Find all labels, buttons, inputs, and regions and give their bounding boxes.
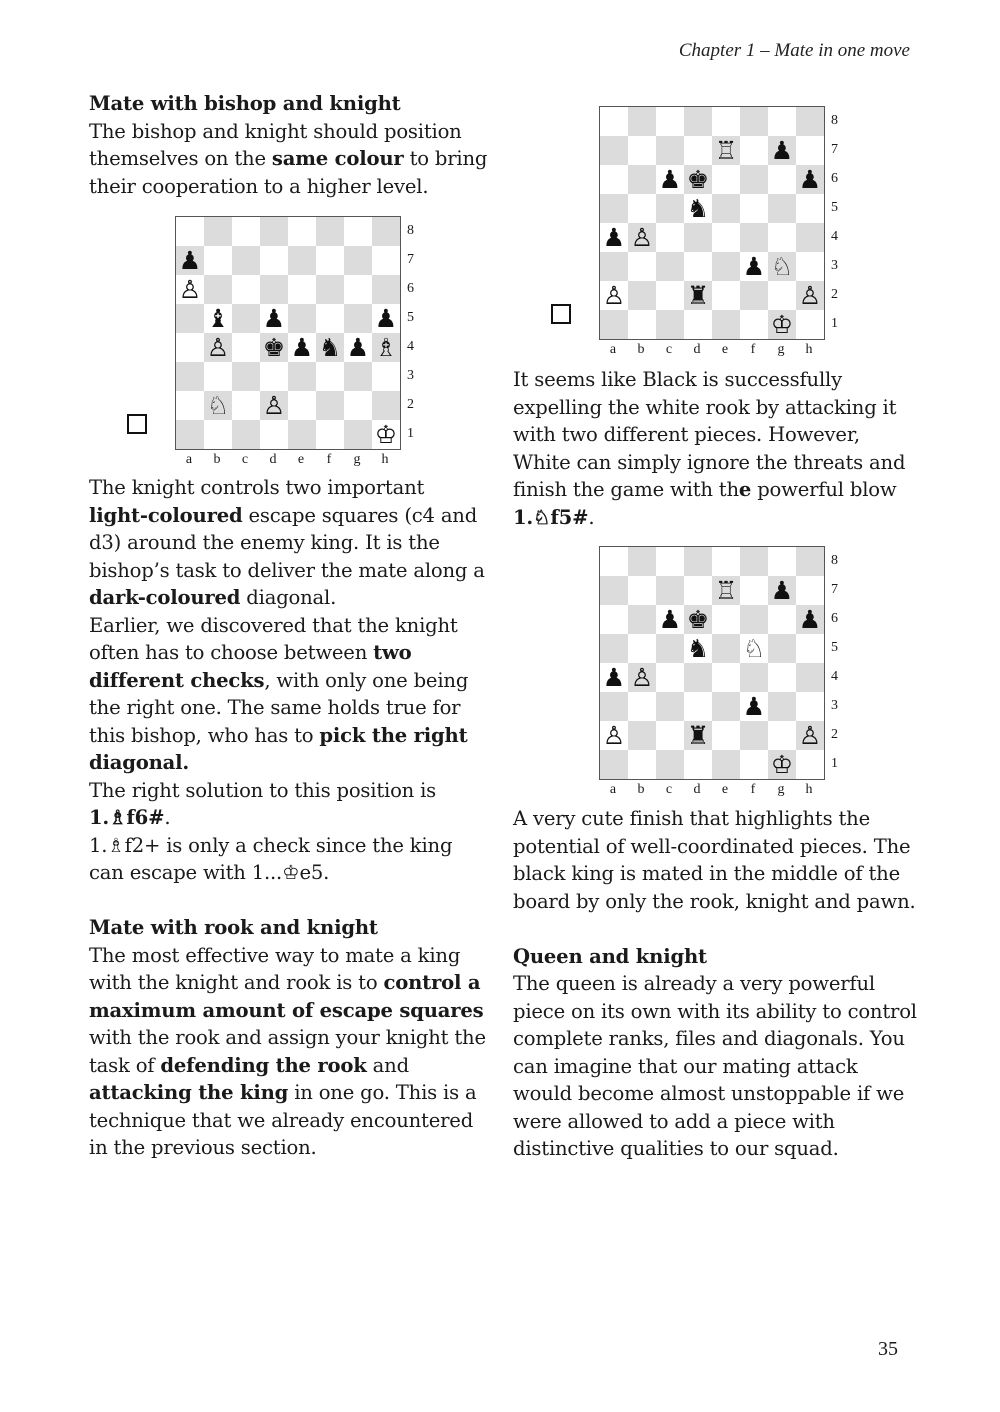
square-g5: [768, 634, 796, 663]
file-label: d: [693, 782, 701, 797]
square-a1: [600, 310, 628, 339]
square-d3: [260, 362, 288, 391]
square-h5: [796, 634, 824, 663]
square-e3: [712, 252, 740, 281]
square-b2: [628, 281, 656, 310]
rank-labels: [407, 216, 423, 448]
paragraph-queen-knight: The queen is already a very powerful piece on its own with its ability to control complete ranks, files and diagonals. You can imagine that our mating attack would become almost unstoppable if we were allowed to add a piece with distinctive qualities to our squad.: [513, 972, 917, 1160]
square-b3: [628, 252, 656, 281]
file-label: e: [721, 342, 729, 357]
square-f7: [316, 246, 344, 275]
square-f7: [740, 576, 768, 605]
square-f3: [316, 362, 344, 391]
rank-labels: [831, 546, 847, 778]
square-e6: [712, 605, 740, 634]
square-b2: ♘: [204, 391, 232, 420]
square-d2: ♜: [684, 721, 712, 750]
square-a6: ♙: [176, 275, 204, 304]
square-c4: [656, 223, 684, 252]
square-e2: [712, 721, 740, 750]
square-h1: [796, 310, 824, 339]
square-a2: ♙: [600, 721, 628, 750]
square-b8: [628, 547, 656, 576]
square-h2: [372, 391, 400, 420]
square-c7: [656, 136, 684, 165]
square-b1: [628, 750, 656, 779]
square-d7: [684, 136, 712, 165]
square-f6: [740, 165, 768, 194]
square-b7: [204, 246, 232, 275]
square-g1: ♔: [768, 310, 796, 339]
square-h8: [796, 107, 824, 136]
square-f2: [316, 391, 344, 420]
square-e5: [712, 194, 740, 223]
rank-label: 7: [831, 582, 838, 597]
square-c8: [656, 107, 684, 136]
file-label: a: [609, 342, 617, 357]
paragraph-bishop-intro: The bishop and knight should position themselves on the same colour to bring their cooperation to a higher level.: [89, 119, 488, 198]
rank-label: 4: [407, 339, 414, 354]
square-b7: [628, 576, 656, 605]
heading-bishop-knight: Mate with bishop and knight: [89, 92, 401, 115]
square-e3: [712, 692, 740, 721]
file-labels: [175, 452, 399, 468]
square-b6: [628, 165, 656, 194]
rank-label: 5: [831, 200, 838, 215]
paragraph-solution: The right solution to this position is 1.♗f6#.: [89, 778, 437, 829]
square-f8: [740, 547, 768, 576]
square-g3: [344, 362, 372, 391]
square-a1: [600, 750, 628, 779]
square-e4: ♟: [288, 333, 316, 362]
square-g8: [768, 107, 796, 136]
square-f7: [740, 136, 768, 165]
square-h7: [796, 136, 824, 165]
square-d6: ♚: [684, 605, 712, 634]
square-h6: ♟: [796, 165, 824, 194]
square-g1: ♔: [768, 750, 796, 779]
square-a8: [600, 107, 628, 136]
square-b5: ♝: [204, 304, 232, 333]
square-h4: [796, 223, 824, 252]
square-f4: ♞: [316, 333, 344, 362]
square-g4: [768, 223, 796, 252]
heading-queen-knight: Queen and knight: [513, 944, 707, 968]
square-b8: [628, 107, 656, 136]
square-h8: [796, 547, 824, 576]
square-c6: [232, 275, 260, 304]
rank-label: 7: [831, 142, 838, 157]
square-f6: [316, 275, 344, 304]
square-e7: [288, 246, 316, 275]
square-c8: [656, 547, 684, 576]
square-h3: [372, 362, 400, 391]
file-labels: [599, 782, 823, 798]
file-label: h: [381, 452, 389, 467]
square-d6: [260, 275, 288, 304]
square-c6: ♟: [656, 605, 684, 634]
square-c5: [656, 194, 684, 223]
square-c8: [232, 217, 260, 246]
rank-label: 3: [407, 368, 414, 383]
square-g5: [344, 304, 372, 333]
square-d8: [684, 107, 712, 136]
square-a8: [176, 217, 204, 246]
square-e1: [712, 750, 740, 779]
square-a5: [176, 304, 204, 333]
chessboard: [599, 106, 825, 340]
square-a4: [176, 333, 204, 362]
square-h1: ♔: [372, 420, 400, 449]
rank-label: 1: [831, 756, 838, 771]
square-f4: [740, 663, 768, 692]
paragraph-rook-knight: The most effective way to mate a king with the knight and rook is to control a maximum amount of escape squares with the rook and assign your knight the task of defending the rook and attacking the king in one go. This is a technique that we already encountered in the previous section.: [89, 943, 486, 1159]
rank-label: 2: [831, 727, 838, 742]
paragraph-two-checks: Earlier, we discovered that the knight often has to choose between two different checks, with only one being the right one. The same holds true for this bishop, who has to pick the right diagonal.: [89, 613, 469, 774]
square-a7: [600, 136, 628, 165]
square-c2: [656, 721, 684, 750]
square-e6: [712, 165, 740, 194]
square-a2: ♙: [600, 281, 628, 310]
square-a7: ♟: [176, 246, 204, 275]
square-c7: [232, 246, 260, 275]
square-a1: [176, 420, 204, 449]
square-g2: [768, 281, 796, 310]
rank-label: 5: [831, 640, 838, 655]
square-d5: ♞: [684, 194, 712, 223]
square-h5: [796, 194, 824, 223]
square-d8: [260, 217, 288, 246]
chessboard: [175, 216, 401, 450]
file-label: f: [750, 342, 756, 357]
square-a6: [600, 165, 628, 194]
square-g8: [344, 217, 372, 246]
right-column-upper: [513, 366, 918, 531]
square-a3: [600, 692, 628, 721]
square-c3: [656, 692, 684, 721]
square-g3: [768, 692, 796, 721]
square-h8: [372, 217, 400, 246]
square-h3: [796, 252, 824, 281]
square-b5: [628, 634, 656, 663]
square-f1: [740, 750, 768, 779]
square-a5: [600, 634, 628, 663]
file-label: g: [777, 342, 785, 357]
square-e4: [712, 663, 740, 692]
file-label: b: [213, 452, 221, 467]
square-c4: [656, 663, 684, 692]
square-h6: [372, 275, 400, 304]
file-label: b: [637, 342, 645, 357]
square-a8: [600, 547, 628, 576]
rank-labels: [831, 106, 847, 338]
square-f1: [740, 310, 768, 339]
rank-label: 7: [407, 252, 414, 267]
square-d3: [684, 692, 712, 721]
paragraph-only-check: 1.♗f2+ is only a check since the king can escape with 1...♔e5.: [89, 833, 453, 884]
square-d7: [260, 246, 288, 275]
white-to-move-icon: [551, 304, 571, 324]
square-f2: [740, 281, 768, 310]
square-b6: [628, 605, 656, 634]
file-label: b: [637, 782, 645, 797]
square-h5: ♟: [372, 304, 400, 333]
square-a6: [600, 605, 628, 634]
square-h6: ♟: [796, 605, 824, 634]
square-h2: ♙: [796, 721, 824, 750]
square-b4: ♙: [204, 333, 232, 362]
square-e5: [712, 634, 740, 663]
square-b6: [204, 275, 232, 304]
file-label: g: [353, 452, 361, 467]
square-h1: [796, 750, 824, 779]
square-d6: ♚: [684, 165, 712, 194]
square-g1: [344, 420, 372, 449]
square-b3: [628, 692, 656, 721]
file-label: c: [241, 452, 249, 467]
rank-label: 4: [831, 669, 838, 684]
square-e1: [288, 420, 316, 449]
square-e8: [288, 217, 316, 246]
left-column-lower: [89, 474, 489, 1162]
square-d4: [684, 223, 712, 252]
square-d2: ♙: [260, 391, 288, 420]
square-d7: [684, 576, 712, 605]
rank-label: 1: [407, 426, 414, 441]
rank-label: 6: [407, 281, 414, 296]
square-c7: [656, 576, 684, 605]
square-d1: [684, 750, 712, 779]
square-f3: ♟: [740, 252, 768, 281]
rank-label: 8: [831, 553, 838, 568]
rank-label: 8: [831, 113, 838, 128]
square-c1: [656, 310, 684, 339]
rank-label: 2: [831, 287, 838, 302]
file-label: e: [297, 452, 305, 467]
square-a4: ♟: [600, 223, 628, 252]
square-f5: [740, 194, 768, 223]
square-c1: [232, 420, 260, 449]
left-column: [89, 90, 489, 200]
square-a7: [600, 576, 628, 605]
square-g2: [344, 391, 372, 420]
square-h7: [372, 246, 400, 275]
square-a3: [600, 252, 628, 281]
square-d4: [684, 663, 712, 692]
square-b1: [204, 420, 232, 449]
file-labels: [599, 342, 823, 358]
square-d3: [684, 252, 712, 281]
square-f8: [316, 217, 344, 246]
square-b5: [628, 194, 656, 223]
square-b3: [204, 362, 232, 391]
square-h4: ♗: [372, 333, 400, 362]
heading-rook-knight: Mate with rook and knight: [89, 916, 378, 939]
square-d5: ♞: [684, 634, 712, 663]
page-number: 35: [878, 1338, 898, 1360]
rank-label: 3: [831, 258, 838, 273]
square-e6: [288, 275, 316, 304]
square-h4: [796, 663, 824, 692]
square-d4: ♚: [260, 333, 288, 362]
file-label: e: [721, 782, 729, 797]
square-f5: [316, 304, 344, 333]
square-a4: ♟: [600, 663, 628, 692]
square-c2: [656, 281, 684, 310]
rank-label: 8: [407, 223, 414, 238]
square-g4: [768, 663, 796, 692]
running-head: Chapter 1 – Mate in one move: [678, 40, 910, 61]
square-f4: [740, 223, 768, 252]
rank-label: 5: [407, 310, 414, 325]
square-d1: [684, 310, 712, 339]
square-h7: [796, 576, 824, 605]
square-b7: [628, 136, 656, 165]
rank-label: 6: [831, 611, 838, 626]
file-label: f: [326, 452, 332, 467]
rank-label: 1: [831, 316, 838, 331]
white-to-move-icon: [127, 414, 147, 434]
square-f1: [316, 420, 344, 449]
square-d8: [684, 547, 712, 576]
rank-label: 4: [831, 229, 838, 244]
paragraph-knight-controls: The knight controls two important light-coloured escape squares (c4 and d3) around the enemy king. It is the bishop’s task to deliver the mate along a dark-coloured diagonal.: [89, 476, 485, 609]
square-f8: [740, 107, 768, 136]
square-g7: [344, 246, 372, 275]
square-f3: ♟: [740, 692, 768, 721]
file-label: a: [185, 452, 193, 467]
square-e3: [288, 362, 316, 391]
square-g3: ♘: [768, 252, 796, 281]
square-e2: [288, 391, 316, 420]
square-c3: [232, 362, 260, 391]
square-h3: [796, 692, 824, 721]
file-label: f: [750, 782, 756, 797]
square-b4: ♙: [628, 663, 656, 692]
square-g4: ♟: [344, 333, 372, 362]
square-c4: [232, 333, 260, 362]
square-e7: ♖: [712, 576, 740, 605]
square-c1: [656, 750, 684, 779]
square-g6: [768, 605, 796, 634]
square-f6: [740, 605, 768, 634]
square-c3: [656, 252, 684, 281]
square-b2: [628, 721, 656, 750]
square-f2: [740, 721, 768, 750]
square-e8: [712, 547, 740, 576]
file-label: g: [777, 782, 785, 797]
square-a3: [176, 362, 204, 391]
square-e7: ♖: [712, 136, 740, 165]
square-g7: ♟: [768, 136, 796, 165]
paragraph-cute-finish: A very cute finish that highlights the potential of well-coordinated pieces. The black king is mated in the middle of the board by only the rook, knight and pawn.: [513, 807, 916, 913]
square-a2: [176, 391, 204, 420]
square-g5: [768, 194, 796, 223]
square-g6: [768, 165, 796, 194]
file-label: a: [609, 782, 617, 797]
square-g8: [768, 547, 796, 576]
square-c5: [656, 634, 684, 663]
square-c5: [232, 304, 260, 333]
square-d1: [260, 420, 288, 449]
rank-label: 2: [407, 397, 414, 412]
square-h2: ♙: [796, 281, 824, 310]
rank-label: 6: [831, 171, 838, 186]
square-a5: [600, 194, 628, 223]
rank-label: 3: [831, 698, 838, 713]
square-b1: [628, 310, 656, 339]
file-label: h: [805, 342, 813, 357]
square-e4: [712, 223, 740, 252]
file-label: d: [269, 452, 277, 467]
square-g6: [344, 275, 372, 304]
square-b4: ♙: [628, 223, 656, 252]
square-e8: [712, 107, 740, 136]
file-label: c: [665, 342, 673, 357]
square-c2: [232, 391, 260, 420]
square-d5: ♟: [260, 304, 288, 333]
square-e1: [712, 310, 740, 339]
square-b8: [204, 217, 232, 246]
square-e2: [712, 281, 740, 310]
square-g7: ♟: [768, 576, 796, 605]
square-g2: [768, 721, 796, 750]
right-column-lower: [513, 805, 918, 1163]
chessboard: [599, 546, 825, 780]
paragraph-expelling-rook: It seems like Black is successfully expelling the white rook by attacking it with two different pieces. However, White can simply ignore the threats and finish the game with the powerful blow 1.♘f5#.: [513, 368, 906, 529]
file-label: h: [805, 782, 813, 797]
square-e5: [288, 304, 316, 333]
file-label: d: [693, 342, 701, 357]
square-c6: ♟: [656, 165, 684, 194]
square-d2: ♜: [684, 281, 712, 310]
file-label: c: [665, 782, 673, 797]
square-f5: ♘: [740, 634, 768, 663]
